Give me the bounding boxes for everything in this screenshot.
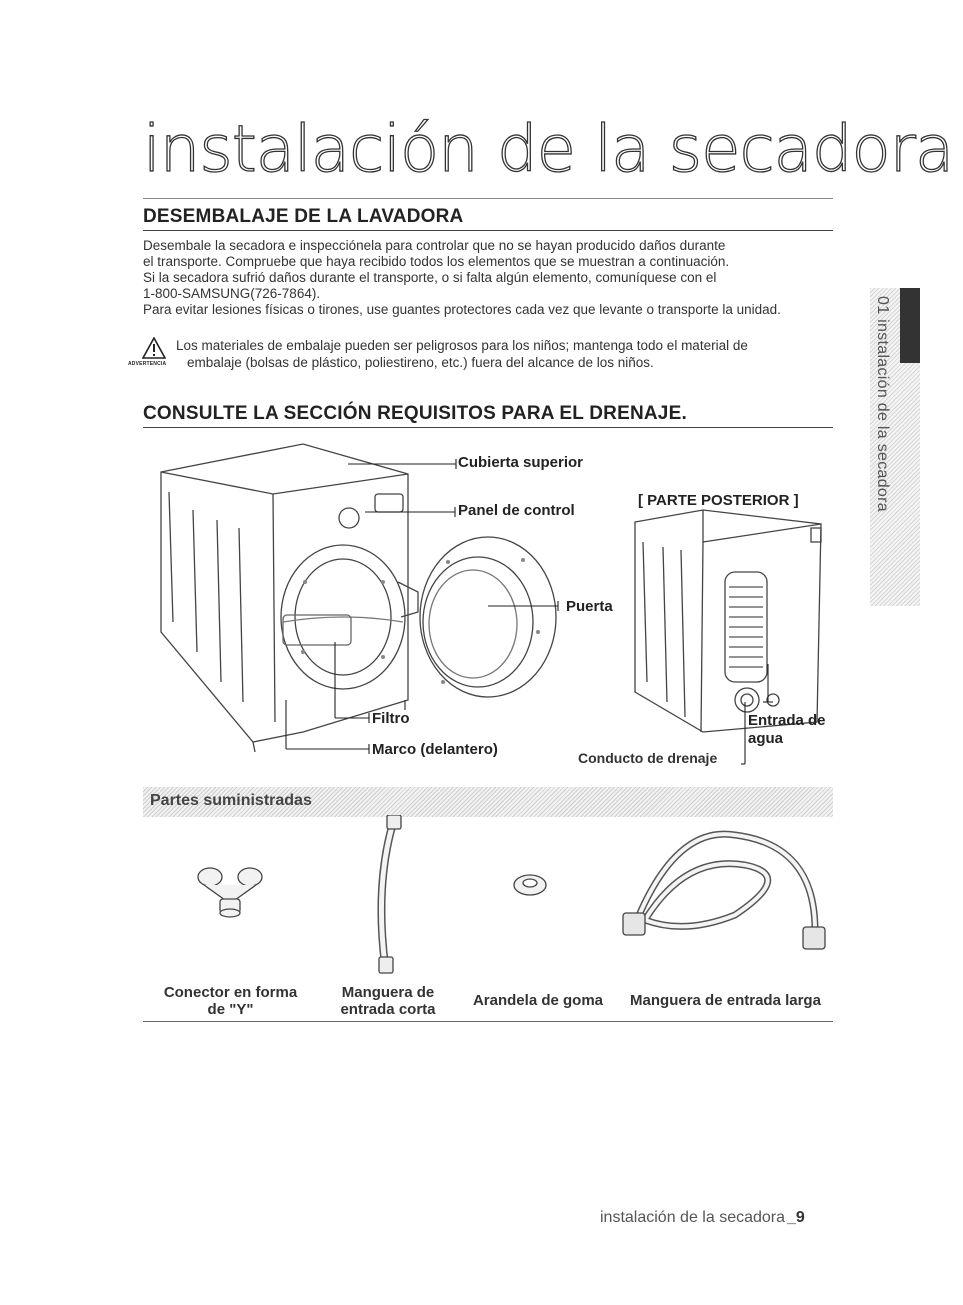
body-line: Si la secadora sufrió daños durante el transporte, o si falta algún elemento, comuníquese con el (143, 270, 717, 285)
body-line: Desembale la secadora e inspecciónela para controlar que no se hayan producido daños durante (143, 238, 726, 253)
body-line: el transporte. Compruebe que haya recibido todos los elementos que se muestran a continuación. (143, 254, 730, 269)
title-underline (143, 198, 833, 199)
label-water-inlet-cont: agua (748, 730, 784, 747)
part-label-long-hose: Manguera de entrada larga (630, 992, 821, 1009)
short-hose-icon (355, 815, 425, 990)
rubber-washer-icon (505, 815, 555, 990)
label-filter: Filtro (372, 710, 410, 727)
label-control-panel: Panel de control (458, 502, 575, 519)
body-line: Para evitar lesiones físicas o tirones, use guantes protectores cada vez que levante o transporte la unidad. (143, 302, 781, 317)
warning-line: embalaje (bolsas de plástico, poliestireno, etc.) fuera del alcance de los niños. (187, 355, 654, 370)
body-line: 1-800-SAMSUNG(726-7864). (143, 286, 321, 301)
label-rear-view: [ PARTE POSTERIOR ] (638, 492, 799, 509)
section-heading-unpacking: DESEMBALAJE DE LA LAVADORA (143, 206, 464, 227)
part-label-line: de "Y" (207, 1001, 254, 1018)
warning-line: Los materiales de embalaje pueden ser peligrosos para los niños; mantenga todo el material de (176, 338, 748, 353)
label-door: Puerta (566, 598, 613, 615)
y-connector-icon (190, 815, 270, 990)
unpacking-paragraph (143, 238, 843, 318)
section-rule (143, 427, 833, 428)
parts-bottom-rule (143, 1021, 833, 1022)
page-title: instalación de la secadora (143, 113, 954, 187)
parts-heading: Partes suministradas (150, 792, 312, 809)
part-label-line: Conector en forma (163, 984, 298, 1001)
label-drain-duct: Conducto de drenaje (578, 750, 718, 766)
chapter-tab-label: 01 instalación de la secadora (874, 296, 891, 512)
section-heading-drain: CONSULTE LA SECCIÓN REQUISITOS PARA EL DRENAJE. (143, 403, 687, 424)
part-label-line: Manguera de (341, 984, 435, 1001)
label-water-inlet: Entrada de (748, 712, 826, 729)
chapter-tab-marker (900, 288, 920, 363)
part-label-short-hose (318, 984, 458, 1018)
warning-triangle-icon (142, 337, 166, 359)
part-label-y-connector (143, 984, 318, 1018)
footer-text: instalación de la secadora (600, 1209, 786, 1226)
label-top-cover: Cubierta superior (458, 454, 584, 471)
label-front-frame: Marco (delantero) (372, 741, 498, 758)
page-number: _9 (787, 1209, 805, 1226)
long-hose-icon (615, 815, 835, 990)
part-label-washer: Arandela de goma (472, 992, 604, 1009)
warning-word: ADVERTENCIA (128, 361, 167, 367)
part-label-line: entrada corta (340, 1001, 436, 1018)
page-footer (600, 1209, 805, 1227)
dryer-diagram (143, 432, 843, 777)
section-rule (143, 230, 833, 231)
